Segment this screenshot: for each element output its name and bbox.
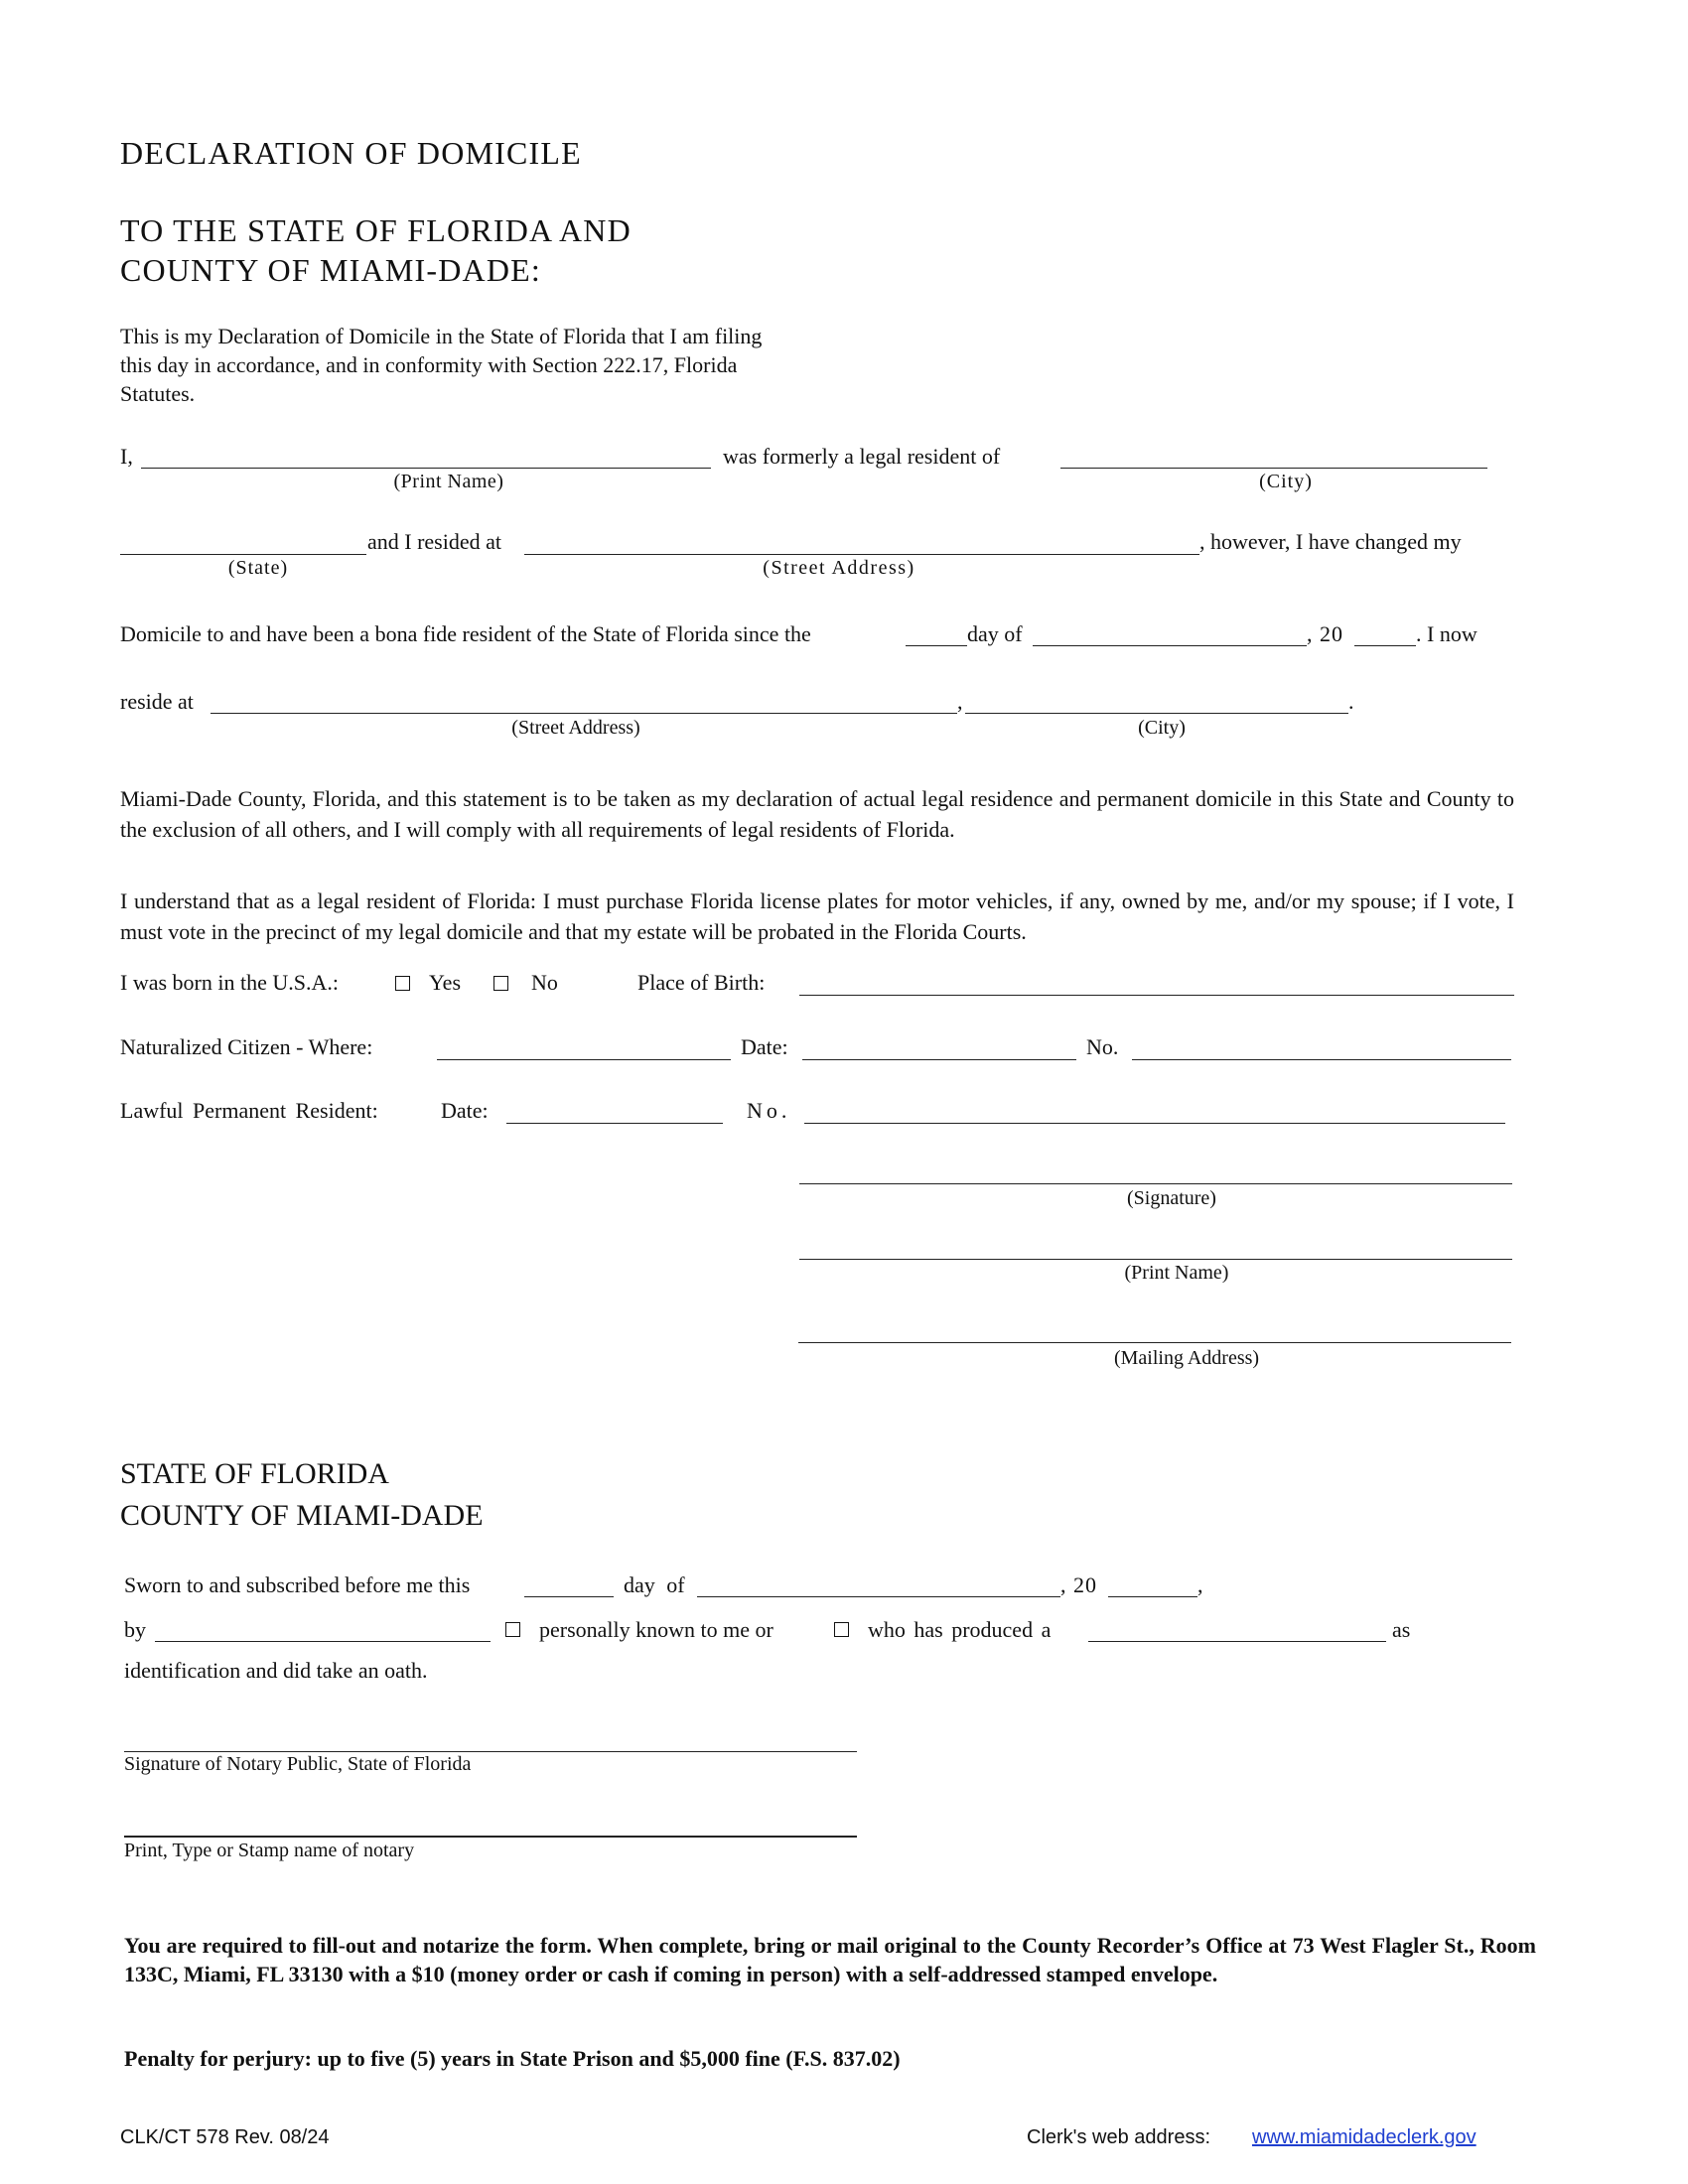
by-label: by <box>124 1617 146 1642</box>
perjury-penalty: Penalty for perjury: up to five (5) years in State Prison and $5,000 fine (F.S. 837.02) <box>124 2046 901 2071</box>
addressee-line-1: TO THE STATE OF FLORIDA AND <box>120 212 632 248</box>
row1-prefix: I, <box>120 444 133 469</box>
row1-middle: was formerly a legal resident of <box>723 444 1001 469</box>
born-yes-checkbox[interactable] <box>395 976 410 991</box>
personally-known-checkbox[interactable] <box>505 1622 520 1637</box>
domicile-statement: Miami-Dade County, Florida, and this statement is to be taken as my declaration of actual legal residence and permanent domicile in this State and County to the exclusion of all others, and I will comply with all requirements of legal residents of Florida. <box>120 786 1514 842</box>
row4-period: . <box>1348 689 1354 714</box>
sworn-text-4: , <box>1197 1572 1203 1597</box>
row3-text-3: , 20 <box>1307 621 1343 646</box>
intro-line-2: this day in accordance, and in conformity with Section 222.17, Florida <box>120 352 738 377</box>
caption-former-street: (Street Address) <box>763 557 915 579</box>
intro-line-1: This is my Declaration of Domicile in the State of Florida that I am filing <box>120 324 763 348</box>
sworn-year-field[interactable] <box>1108 1570 1197 1597</box>
former-street-field[interactable] <box>524 528 1199 555</box>
identification-type-field[interactable] <box>1088 1615 1386 1642</box>
resident-since-year-field[interactable] <box>1354 619 1416 646</box>
naturalized-where-field[interactable] <box>437 1033 731 1060</box>
signature-field[interactable] <box>799 1183 1512 1184</box>
permanent-no-label: No. <box>747 1098 791 1123</box>
resident-since-month-field[interactable] <box>1033 619 1307 646</box>
born-yes-label: Yes <box>429 970 462 995</box>
legal-resident-statement: I understand that as a legal resident of Florida: I must purchase Florida license plates for motor vehicles, if any, owned by me, and/or my spouse; if I vote, I must vote in the precinct of my legal domicile and that my estate will be probated in the Florida Courts. <box>120 888 1514 944</box>
permanent-date-label: Date: <box>441 1098 489 1123</box>
sworn-month-field[interactable] <box>697 1570 1060 1597</box>
caption-current-street: (Street Address) <box>511 717 640 739</box>
caption-former-city: (City) <box>1259 471 1313 492</box>
sworn-text-3: , 20 <box>1060 1572 1097 1597</box>
row3-text-2: day of <box>967 621 1023 646</box>
permanent-resident-label: Lawful Permanent Resident: <box>120 1098 378 1123</box>
born-no-label: No <box>531 970 558 995</box>
personally-known-label: personally known to me or <box>539 1617 774 1642</box>
sworn-text-2: day of <box>624 1572 685 1597</box>
sworn-day-field[interactable] <box>524 1570 614 1597</box>
caption-mailing-address: (Mailing Address) <box>1113 1347 1260 1369</box>
naturalized-no-label: No. <box>1086 1034 1119 1059</box>
caption-signature: (Signature) <box>1127 1187 1216 1209</box>
naturalized-date-field[interactable] <box>802 1033 1076 1060</box>
row2-suffix: , however, I have changed my <box>1199 529 1462 554</box>
caption-current-city: (City) <box>1138 717 1186 739</box>
former-city-field[interactable] <box>1060 442 1487 469</box>
oath-text: identification and did take an oath. <box>124 1658 428 1683</box>
naturalized-date-label: Date: <box>741 1034 788 1059</box>
caption-former-state: (State) <box>227 557 289 579</box>
produced-id-label: who has produced a <box>868 1617 1052 1642</box>
form-id: CLK/CT 578 Rev. 08/24 <box>120 2126 330 2148</box>
print-name-field[interactable] <box>141 442 711 469</box>
notary-name-field[interactable] <box>124 1836 857 1838</box>
row2-middle: and I resided at <box>367 529 501 554</box>
intro-line-3: Statutes. <box>120 381 196 406</box>
current-street-field[interactable] <box>211 687 957 714</box>
clerk-website-link[interactable]: www.miamidadeclerk.gov <box>1252 2126 1477 2148</box>
row3-text-4: . I now <box>1416 621 1477 646</box>
produced-id-checkbox[interactable] <box>834 1622 849 1637</box>
born-no-checkbox[interactable] <box>493 976 508 991</box>
caption-print-name: (Print Name) <box>393 471 504 492</box>
web-address-label: Clerk's web address: <box>1027 2126 1210 2148</box>
mailing-address-field[interactable] <box>798 1342 1511 1343</box>
row3-text-1: Domicile to and have been a bona fide resident of the State of Florida since the <box>120 621 811 646</box>
row4-comma: , <box>957 689 963 714</box>
place-of-birth-label: Place of Birth: <box>637 970 766 995</box>
current-city-field[interactable] <box>965 687 1348 714</box>
addressee-line-2: COUNTY OF MIAMI-DADE: <box>120 252 541 288</box>
sworn-text-1: Sworn to and subscribed before me this <box>124 1572 471 1597</box>
former-state-field[interactable] <box>120 528 366 555</box>
naturalized-label: Naturalized Citizen - Where: <box>120 1034 373 1059</box>
place-of-birth-field[interactable] <box>799 969 1514 996</box>
resident-since-day-field[interactable] <box>906 619 967 646</box>
notary-state-heading: STATE OF FLORIDA <box>120 1457 389 1490</box>
notary-name-caption: Print, Type or Stamp name of notary <box>124 1840 415 1861</box>
as-label: as <box>1392 1617 1411 1642</box>
permanent-date-field[interactable] <box>506 1097 723 1124</box>
notary-signature-caption: Signature of Notary Public, State of Florida <box>124 1753 472 1775</box>
permanent-no-field[interactable] <box>804 1097 1505 1124</box>
form-title: DECLARATION OF DOMICILE <box>120 135 582 171</box>
born-usa-label: I was born in the U.S.A.: <box>120 970 339 995</box>
caption-signer-print-name: (Print Name) <box>1124 1262 1229 1284</box>
sworn-by-name-field[interactable] <box>155 1615 491 1642</box>
notary-signature-field[interactable] <box>124 1751 857 1752</box>
naturalized-no-field[interactable] <box>1132 1033 1511 1060</box>
signer-print-name-field[interactable] <box>799 1259 1512 1260</box>
row4-prefix: reside at <box>120 689 194 714</box>
filing-instructions: You are required to fill-out and notarize the form. When complete, bring or mail original to the County Recorder’s Office at 73 West Flagler St., Room 133C, Miami, FL 33130 with a $10 (money order or cash if coming in person) with a self-addressed stamped envelope. <box>124 1933 1536 1986</box>
notary-county-heading: COUNTY OF MIAMI-DADE <box>120 1499 484 1532</box>
